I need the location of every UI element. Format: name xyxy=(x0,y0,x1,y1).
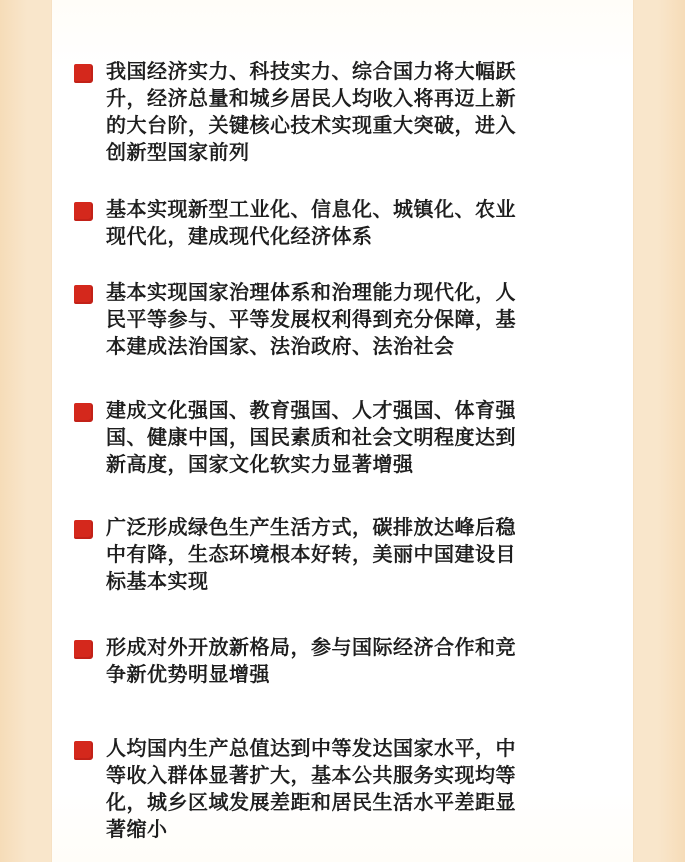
list-item-text: 基本实现国家治理体系和治理能力现代化，人 民平等参与、平等发展权利得到充分保障，基 本建成法治国家、法治政府、法治社会 xyxy=(106,280,516,358)
bullet-square-icon xyxy=(74,520,93,539)
bullet-square-icon xyxy=(74,640,93,659)
bullet-square-icon xyxy=(74,64,93,83)
list-item-text: 广泛形成绿色生产生活方式，碳排放达峰后稳 中有降，生态环境根本好转，美丽中国建设目 标基本实现 xyxy=(106,515,516,593)
list-item-text: 形成对外开放新格局，参与国际经济合作和竞 争新优势明显增强 xyxy=(106,635,516,686)
list-item-text: 基本实现新型工业化、信息化、城镇化、农业 现代化，建成现代化经济体系 xyxy=(106,197,516,248)
list-item-text: 我国经济实力、科技实力、综合国力将大幅跃 升，经济总量和城乡居民人均收入将再迈上新 的大台阶，关键核心技术实现重大突破，进入 创新型国家前列 xyxy=(106,59,516,164)
content-panel xyxy=(52,0,633,862)
list-item-text: 人均国内生产总值达到中等发达国家水平，中 等收入群体显著扩大，基本公共服务实现均等 化，城乡区域发展差距和居民生活水平差距显 著缩小 xyxy=(106,736,516,841)
list-item-text: 建成文化强国、教育强国、人才强国、体育强 国、健康中国，国民素质和社会文明程度达到 新高度，国家文化软实力显著增强 xyxy=(106,398,516,476)
bullet-square-icon xyxy=(74,285,93,304)
bullet-square-icon xyxy=(74,741,93,760)
bullet-square-icon xyxy=(74,202,93,221)
bullet-square-icon xyxy=(74,403,93,422)
